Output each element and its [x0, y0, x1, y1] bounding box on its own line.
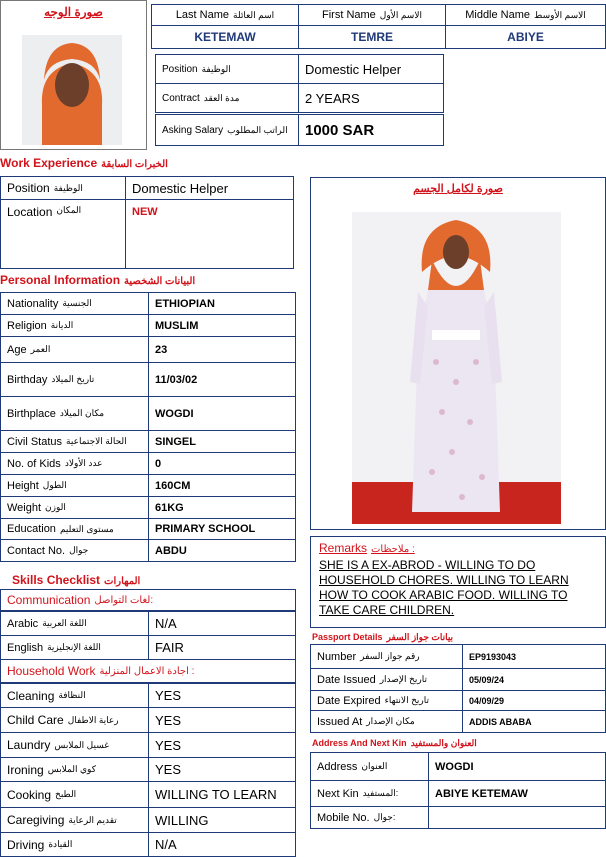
personal-label: Civil Status الحالة الاجتماعية — [0, 430, 149, 453]
household-label: Laundry غسيل الملابس — [0, 732, 149, 758]
middle-name-header: Middle Name الاسم الأوسط — [445, 4, 606, 26]
personal-label: No. of Kids عدد الأولاد — [0, 452, 149, 475]
remarks-line: SHE IS A EX-ABROD - WILLING TO DO — [319, 558, 536, 572]
household-label: Driving القيادة — [0, 832, 149, 857]
personal-label: Nationality الجنسية — [0, 292, 149, 315]
personal-value: ETHIOPIAN — [148, 292, 296, 315]
communication-value: N/A — [148, 611, 296, 636]
address-title: Address And Next Kin العنوان والمستفيد — [312, 738, 477, 748]
address-label: Address العنوان — [310, 752, 429, 781]
personal-value: 160CM — [148, 474, 296, 497]
full-body-photo — [352, 212, 561, 524]
face-photo — [22, 35, 122, 145]
passport-value: 05/09/24 — [462, 668, 606, 691]
personal-value: WOGDI — [148, 396, 296, 431]
passport-value: 04/09/29 — [462, 690, 606, 711]
personal-label: Height الطول — [0, 474, 149, 497]
contract-value: 2 YEARS — [298, 83, 444, 113]
personal-value: PRIMARY SCHOOL — [148, 518, 296, 540]
personal-value: 23 — [148, 336, 296, 363]
contract-label: Contract مدة العقد — [155, 83, 299, 113]
address-label: Mobile No. جوال: — [310, 806, 429, 829]
household-value: WILLING — [148, 807, 296, 833]
household-value: WILLING TO LEARN — [148, 781, 296, 808]
personal-value: 0 — [148, 452, 296, 475]
remarks-line: HOUSEHOLD CHORES. WILLING TO LEARN — [319, 573, 569, 587]
personal-label: Weight الوزن — [0, 496, 149, 519]
household-label: Cleaning النظافة — [0, 683, 149, 708]
passport-label: Issued At مكان الإصدار — [310, 710, 463, 733]
household-label: Ironing كوي الملابس — [0, 757, 149, 782]
communication-label: Arabic اللغة العربية — [0, 611, 149, 636]
communication-label: English اللغة الإنجليزية — [0, 635, 149, 660]
passport-value: EP9193043 — [462, 644, 606, 669]
first-name-value: TEMRE — [298, 25, 446, 49]
passport-title: Passport Details بيانات جواز السفر — [312, 632, 454, 642]
we-location-value: NEW — [125, 199, 294, 269]
remarks-title: Remarks ملاحظات : — [319, 541, 415, 555]
personal-label: Birthplace مكان الميلاد — [0, 396, 149, 431]
last-name-header: Last Name اسم العائلة — [151, 4, 299, 26]
personal-label: Age العمر — [0, 336, 149, 363]
personal-info-title: Personal Information البيانات الشخصية — [0, 273, 196, 287]
salary-label: Asking Salary الراتب المطلوب — [155, 114, 299, 146]
household-value: N/A — [148, 832, 296, 857]
personal-label: Religion الديانة — [0, 314, 149, 337]
personal-value: 11/03/02 — [148, 362, 296, 397]
household-header: Household Work اجادة الاعمال المنزلية : — [0, 659, 296, 683]
personal-value: 61KG — [148, 496, 296, 519]
skills-title: Skills Checklist المهارات — [12, 573, 141, 587]
address-value: ABIYE KETEMAW — [428, 780, 606, 807]
face-photo-title: صورة الوجه — [44, 5, 103, 19]
passport-value: ADDIS ABABA — [462, 710, 606, 733]
remarks-text — [319, 558, 569, 618]
we-position-value: Domestic Helper — [125, 176, 294, 200]
address-label: Next Kin المستفيد: — [310, 780, 429, 807]
first-name-header: First Name الاسم الأول — [298, 4, 446, 26]
we-location-label: Location المكان — [0, 199, 126, 269]
we-position-label: Position الوظيفة — [0, 176, 126, 200]
household-label: Cooking الطبخ — [0, 781, 149, 808]
household-label: Caregiving تقديم الرعاية — [0, 807, 149, 833]
personal-label: Contact No. جوال — [0, 539, 149, 562]
household-value: YES — [148, 683, 296, 708]
communication-header: Communication لغات التواصل: — [0, 589, 296, 611]
remarks-line: HOW TO COOK ARABIC FOOD. WILLING TO — [319, 588, 568, 602]
household-value: YES — [148, 757, 296, 782]
address-value — [428, 806, 606, 829]
household-label: Child Care رعاية الاطفال — [0, 707, 149, 733]
household-value: YES — [148, 732, 296, 758]
middle-name-value: ABIYE — [445, 25, 606, 49]
household-value: YES — [148, 707, 296, 733]
full-photo-title: صورة لكامل الجسم — [413, 183, 503, 195]
personal-label: Education مستوى التعليم — [0, 518, 149, 540]
personal-value: MUSLIM — [148, 314, 296, 337]
top-position-label: Position الوظيفة — [155, 54, 299, 84]
passport-label: Number رقم جواز السفر — [310, 644, 463, 669]
address-value: WOGDI — [428, 752, 606, 781]
personal-label: Birthday تاريخ الميلاد — [0, 362, 149, 397]
passport-label: Date Expired تاريخ الانتهاء — [310, 690, 463, 711]
passport-label: Date Issued تاريخ الإصدار — [310, 668, 463, 691]
top-position-value: Domestic Helper — [298, 54, 444, 84]
last-name-value: KETEMAW — [151, 25, 299, 49]
remarks-line: TAKE CARE CHILDREN. — [319, 603, 455, 617]
salary-value: 1000 SAR — [298, 114, 444, 146]
personal-value: ABDU — [148, 539, 296, 562]
personal-value: SINGEL — [148, 430, 296, 453]
communication-value: FAIR — [148, 635, 296, 660]
work-experience-title: Work Experience الخبرات السابقة — [0, 156, 168, 170]
